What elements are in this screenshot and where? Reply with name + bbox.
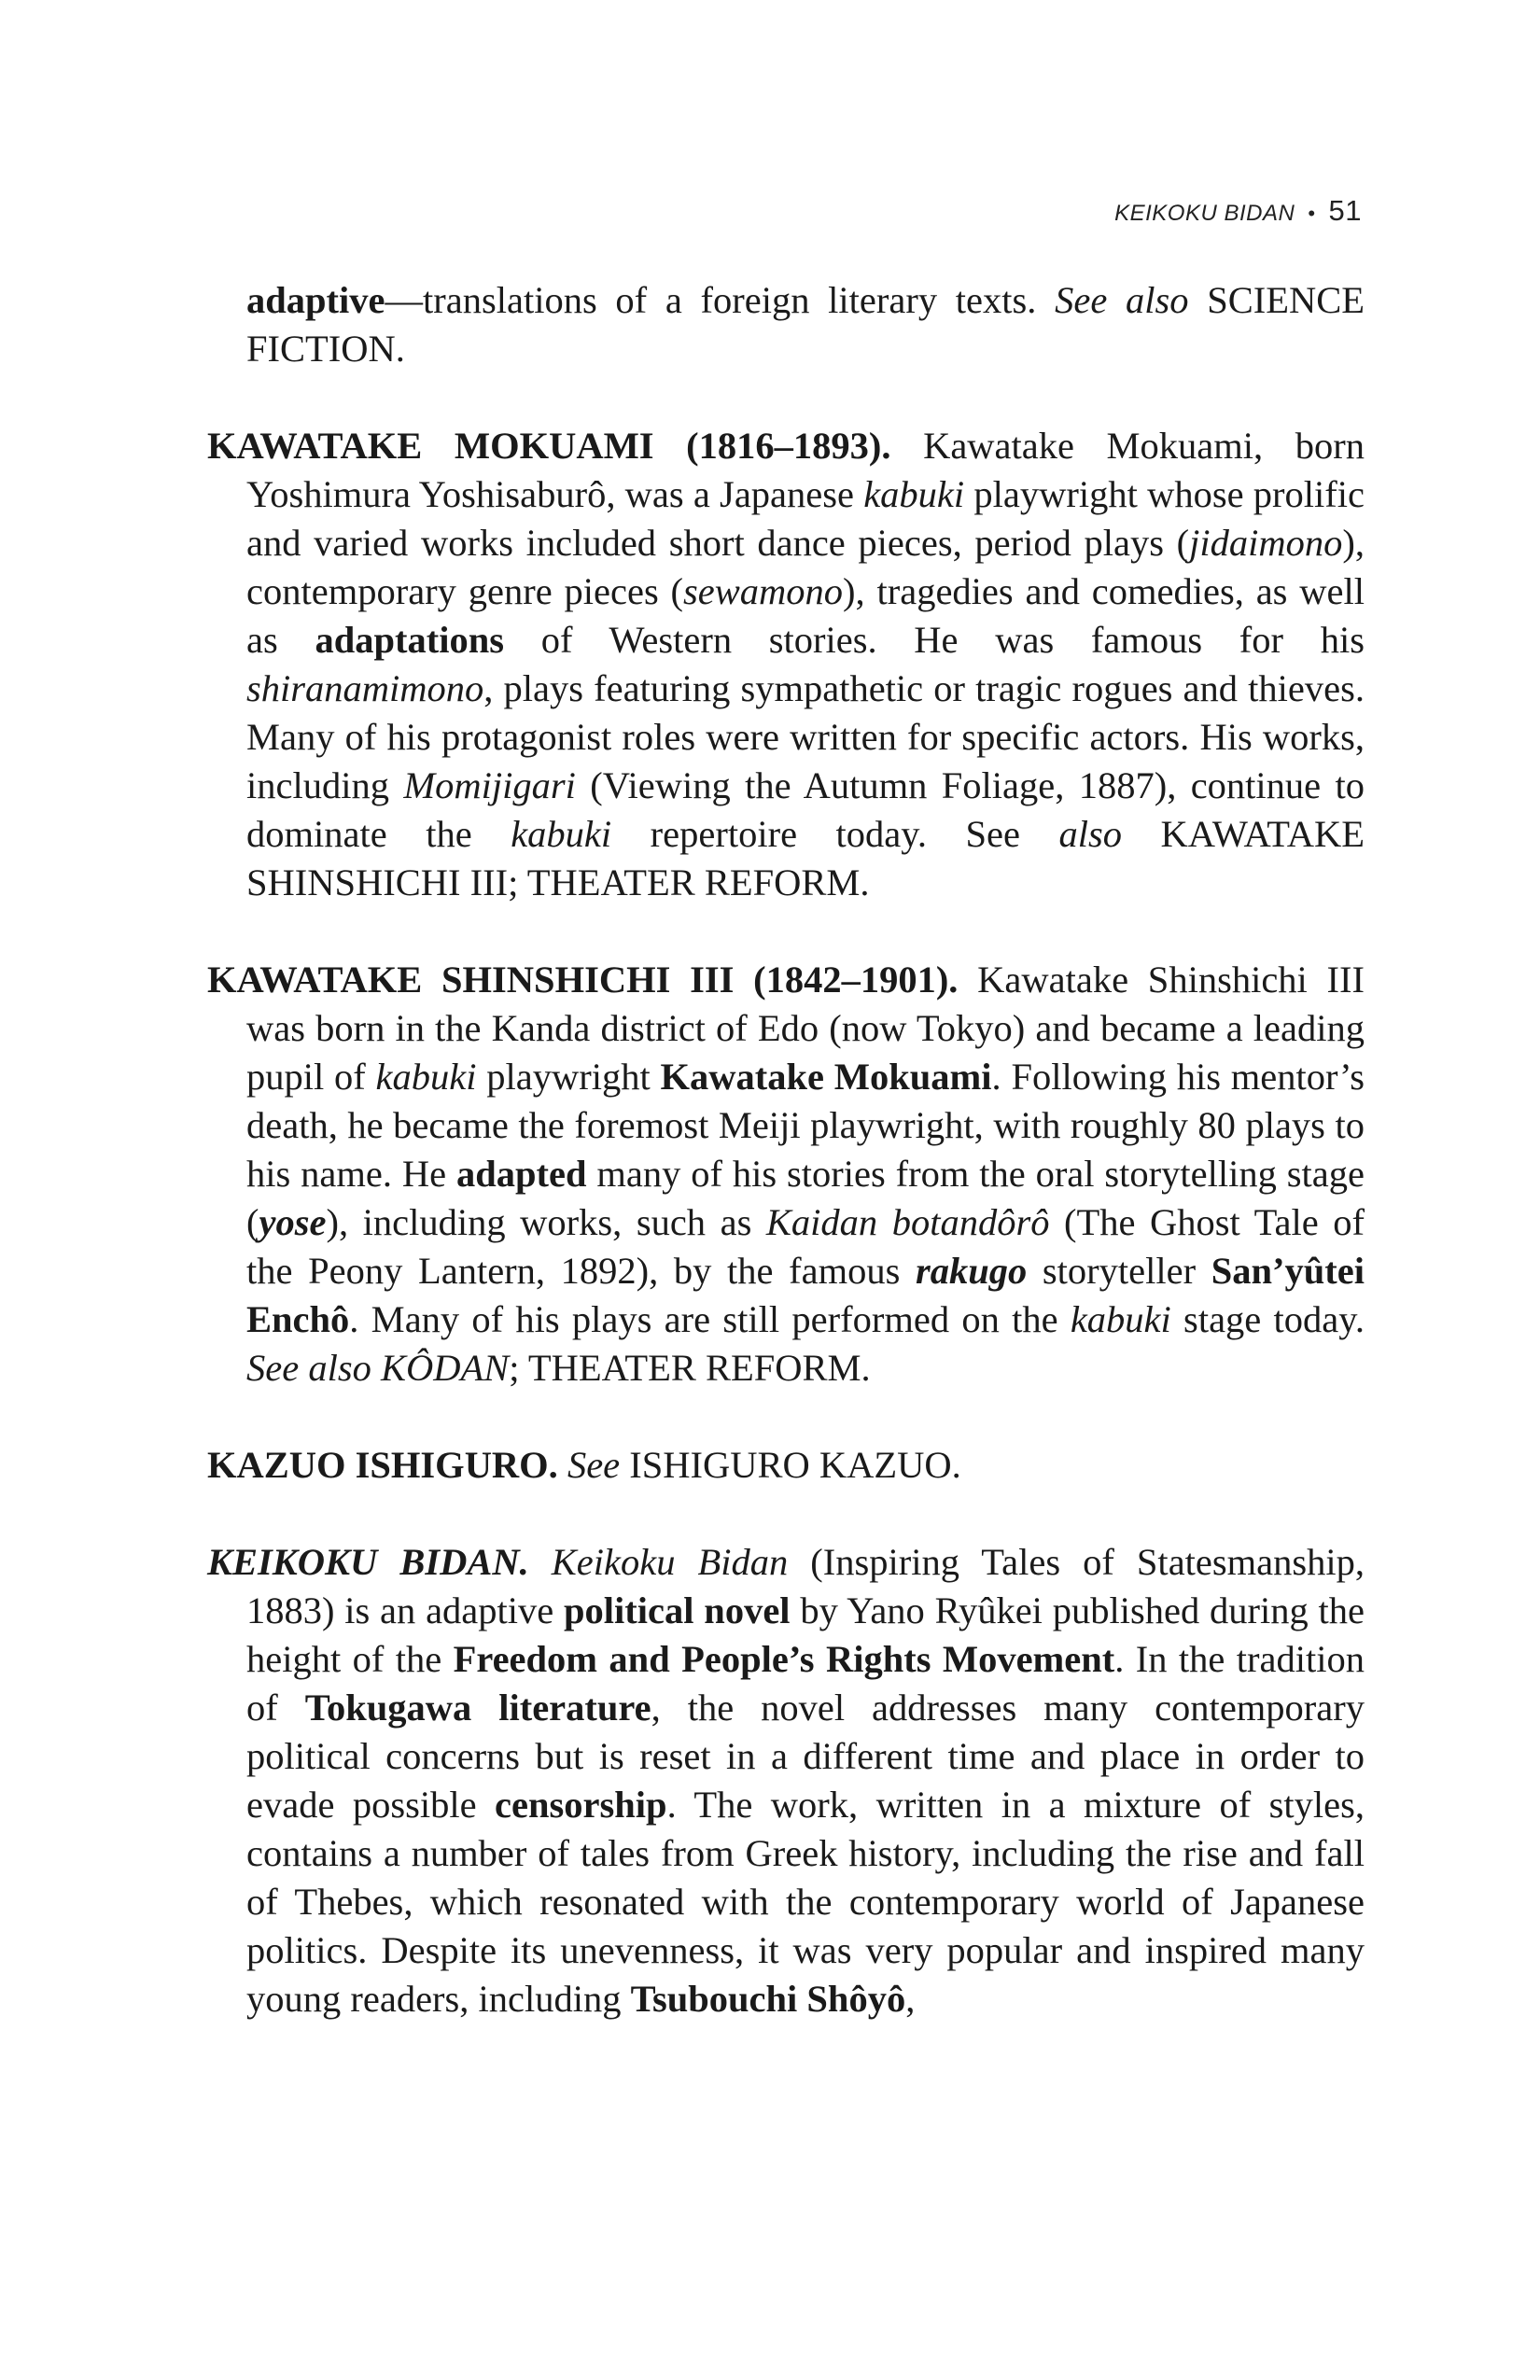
entry-text: repertoire today. See [611,813,1059,855]
entry-term: Tsubouchi Shôyô [630,1978,906,2020]
entry-text: also [1058,813,1123,855]
entry-kazuo-ishiguro [207,1441,1365,1490]
entry-term: KAWATAKE SHINSHICHI III (1842–1901). [207,959,959,1001]
entry-text: . Following his mentor’s death, he became the foremost Meiji playwright, with roughly 80 plays to his name. He [246,1056,1365,1195]
running-head-bullet: • [1308,202,1316,225]
entry-term: rakugo [915,1250,1028,1292]
entry-text: kabuki [863,473,965,515]
entry-term: Kawatake Mokuami [660,1056,992,1098]
entry-text: many of his stories from the oral storytelling stage ( [246,1153,1365,1243]
entry-term: censorship [495,1784,667,1826]
entry-term: KAZUO ISHIGURO. [207,1444,558,1486]
entry-term: yose [259,1201,327,1243]
entry-text: ), tragedies and comedies, as well as [246,570,1365,661]
entry-term: KAWATAKE MOKUAMI (1816–1893). [207,425,891,467]
entry-text: —translations of a foreign literary texts. [385,279,1056,321]
entry-text: , [905,1978,916,2020]
entry-text: ISHIGURO KAZUO. [620,1444,961,1486]
entry-text: kabuki [375,1056,477,1098]
entry-continuation [207,276,1365,373]
entry-text: Kawatake Mokuami, born Yoshimura Yoshisaburô, was a Japanese [246,425,1365,515]
entry-text: (Inspiring Tales of Statesmanship, 1883) is an adaptive [246,1541,1365,1631]
entry-keikoku-bidan [207,1538,1365,2023]
entry-text: stage today. [1170,1298,1365,1340]
entry-term: political novel [564,1589,791,1631]
entry-text: kabuki [511,813,612,855]
entry-text: , plays featuring sympathetic or tragic rogues and thieves. Many of his protagonist roles were written for specific actors. His works, including [246,667,1365,806]
entry-text: ), including works, such as [326,1201,766,1243]
entry-text: (The Ghost Tale of the Peony Lantern, 1892), by the famous [246,1201,1365,1292]
entry-text: ), contemporary genre pieces ( [246,522,1365,612]
entry-text: ; THEATER REFORM. [509,1347,871,1389]
entry-term: adaptations [315,619,504,661]
entry-term: KEIKOKU BIDAN. [207,1541,529,1583]
entry-text: Kawatake Shinshichi III was born in the Kanda district of Edo (now Tokyo) and became a leading pupil of [246,959,1365,1098]
entry-text: jidaimono [1189,522,1343,564]
entry-text: Keikoku Bidan [551,1541,789,1583]
page-number: 51 [1328,194,1362,227]
entry-text: KAWATAKE SHINSHICHI III; THEATER REFORM. [246,813,1365,903]
entry-text: See also KÔDAN [246,1347,510,1389]
entry-term: Tokugawa literature [304,1687,651,1729]
entry-text: See also [1055,279,1189,321]
entry-text: , the novel addresses many contemporary political concerns but is reset in a different time and place in order to evade possible [246,1687,1365,1826]
entry-kawatake-shinshichi [207,956,1365,1393]
entry-text: Kaidan botandôrô [765,1201,1050,1243]
entry-text: (Viewing the Autumn Foliage, 1887), continue to dominate the [246,764,1365,855]
entry-text: playwright whose prolific and varied works included short dance pieces, period plays ( [246,473,1365,564]
entry-text: . Many of his plays are still performed on the [349,1298,1071,1340]
entry-text [558,1444,567,1486]
entry-text: shiranamimono [246,667,484,709]
entry-text: Momijigari [403,764,576,806]
entry-text: playwright [476,1056,661,1098]
entry-term: Freedom and People’s Rights Movement [453,1638,1115,1680]
entry-term: adapted [455,1153,587,1195]
entry-term: San’yûtei Enchô [246,1250,1365,1340]
entry-text: storyteller [1027,1250,1211,1292]
entry-kawatake-mokuami [207,422,1365,907]
entry-text: See [567,1444,621,1486]
running-head-title: KEIKOKU BIDAN [1114,201,1295,226]
entry-text: kabuki [1070,1298,1171,1340]
entry-text: . In the tradition of [246,1638,1365,1729]
running-head [1114,194,1362,228]
entry-text: by Yano Ryûkei published during the height of the [246,1589,1365,1680]
entry-term: adaptive [246,279,385,321]
entry-text: SCIENCE FICTION. [246,279,1365,370]
entry-text: sewamono [683,570,844,612]
entry-text [529,1541,552,1583]
entry-text: of Western stories. He was famous for his [504,619,1365,661]
entry-text: . The work, written in a mixture of styles, contains a number of tales from Greek history, including the rise and fall of Thebes, which resonated with the contemporary world of Japanese politics. Despite its unevenness, it was very popular and inspired many young readers, including [246,1784,1365,2020]
page-body [207,276,1365,2072]
